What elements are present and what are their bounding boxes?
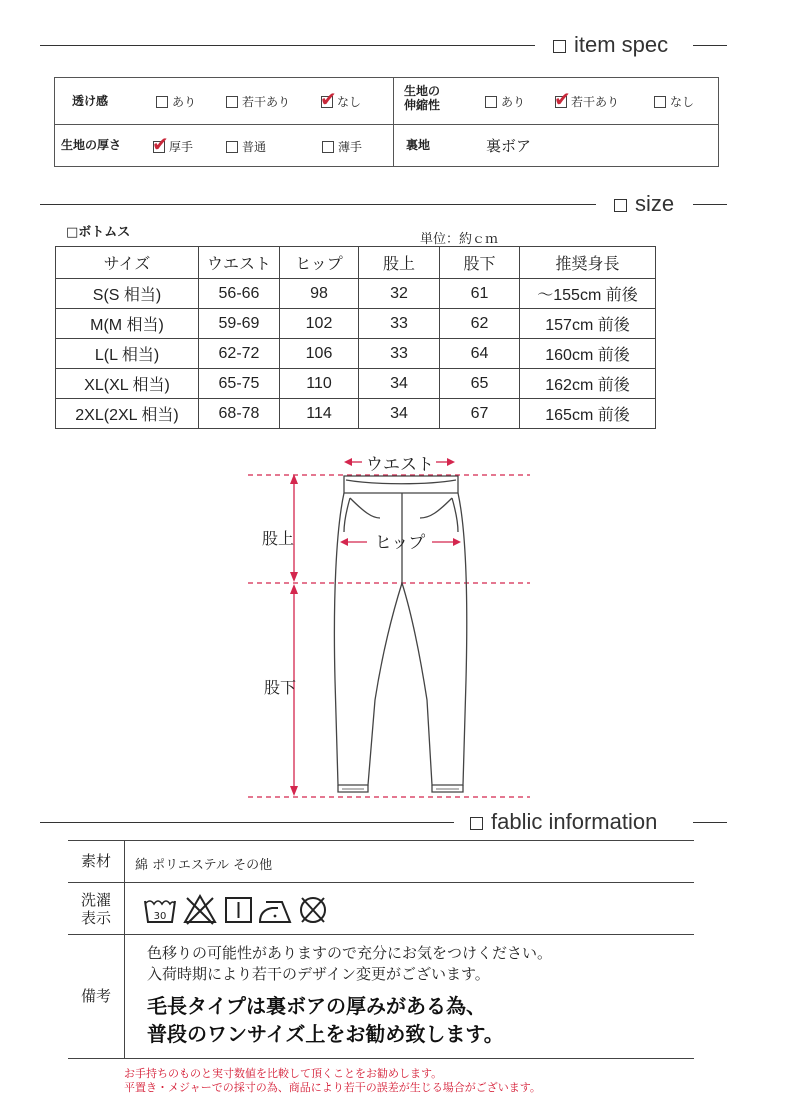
checkbox-icon	[156, 96, 168, 108]
footer-line-1: お手持ちのものと実寸数値を比較して頂くことをお勧めします。	[124, 1067, 443, 1080]
spec-table	[54, 77, 719, 167]
hip-cell: 98	[280, 279, 359, 309]
material-value: 綿 ポリエステル その他	[135, 858, 273, 873]
material-label: 素材	[80, 852, 111, 870]
size-cell: 2XL(2XL 相当)	[56, 399, 199, 429]
hip-cell: 114	[280, 399, 359, 429]
arrow-left-icon	[340, 538, 348, 546]
note-bold-2: 普段のワンサイズ上をお勧め致します。	[147, 1022, 504, 1046]
size-cell: XL(XL 相当)	[56, 369, 199, 399]
no-bleach-icon	[185, 896, 215, 924]
size-unit: 単位：約ｃｍ	[420, 232, 499, 247]
table-row	[56, 339, 656, 369]
transparency-option-none[interactable]: ✔ なし	[320, 86, 362, 111]
checkbox-icon	[226, 96, 238, 108]
waist-cell: 56-66	[199, 279, 280, 309]
header-cell: 股下	[440, 247, 520, 279]
transparency-option-slight[interactable]: 若干あり	[226, 93, 290, 110]
item-spec-title: item spec	[553, 34, 668, 56]
thickness-option-normal[interactable]: 普通	[226, 138, 266, 155]
inseam-cell: 67	[440, 399, 520, 429]
stretch-option-slight[interactable]: ✔ 若干あり	[554, 86, 620, 111]
size-table	[55, 246, 656, 429]
checkbox-icon	[322, 141, 334, 153]
size-title: size	[614, 193, 674, 215]
checkbox-checked-icon: ✔	[554, 86, 571, 111]
header-cell: 推奨身長	[520, 247, 656, 279]
height-cell: 165cm 前後	[520, 399, 656, 429]
tumble-dry-icon	[226, 898, 251, 922]
fabric-rule-left	[40, 822, 454, 823]
size-table-header	[56, 247, 656, 279]
checkbox-icon	[226, 141, 238, 153]
table-row	[56, 309, 656, 339]
arrow-right-icon	[453, 538, 461, 546]
arrow-left-icon	[344, 458, 352, 466]
item-spec-rule-right	[693, 45, 727, 46]
transparency-label: 透け感	[72, 94, 109, 108]
size-cell: S(S 相当)	[56, 279, 199, 309]
arrow-down-icon	[290, 786, 298, 796]
thickness-label: 生地の厚さ	[61, 138, 122, 152]
size-rule-right	[693, 204, 727, 205]
transparency-option-yes[interactable]: あり	[156, 93, 196, 110]
note-line-1: 色移りの可能性がありますので充分にお気をつけください。	[147, 944, 553, 962]
inseam-cell: 64	[440, 339, 520, 369]
height-cell: 162cm 前後	[520, 369, 656, 399]
fabric-rule-right	[693, 822, 727, 823]
height-cell: 157cm 前後	[520, 309, 656, 339]
header-cell: ウエスト	[199, 247, 280, 279]
stretch-label: 生地の 伸縮性	[404, 84, 441, 112]
inseam-cell: 61	[440, 279, 520, 309]
table-row	[56, 399, 656, 429]
size-rule-left	[40, 204, 596, 205]
wash-30-icon	[145, 901, 175, 922]
waist-cell: 65-75	[199, 369, 280, 399]
header-cell: ヒップ	[280, 247, 359, 279]
rise-label: 股上	[261, 529, 295, 548]
item-spec-rule-left	[40, 45, 535, 46]
checkbox-icon	[485, 96, 497, 108]
inseam-cell: 62	[440, 309, 520, 339]
care-icons	[142, 892, 362, 928]
inseam-label: 股下	[263, 678, 297, 697]
table-row	[56, 369, 656, 399]
hip-label: ヒップ	[374, 533, 426, 553]
svg-text:30: 30	[153, 911, 167, 922]
rise-cell: 33	[359, 309, 440, 339]
height-cell: 160cm 前後	[520, 339, 656, 369]
notes-label: 備考	[80, 987, 111, 1005]
lining-value: 裏ボア	[486, 137, 532, 155]
hip-cell: 106	[280, 339, 359, 369]
pants-diagram	[0, 440, 800, 820]
note-line-2: 入荷時期により若干のデザイン変更がございます。	[147, 965, 490, 983]
arrow-up-icon	[290, 584, 298, 594]
stretch-option-none[interactable]: なし	[654, 93, 694, 110]
square-icon	[470, 817, 483, 830]
table-row	[56, 279, 656, 309]
iron-low-icon	[260, 902, 290, 922]
arrow-right-icon	[447, 458, 455, 466]
header-cell: 股上	[359, 247, 440, 279]
thickness-option-thin[interactable]: 薄手	[322, 138, 362, 155]
waist-label: ウエスト	[366, 455, 434, 475]
waist-cell: 68-78	[199, 399, 280, 429]
waist-cell: 59-69	[199, 309, 280, 339]
size-category: □ボトムス	[66, 225, 131, 240]
size-cell: M(M 相当)	[56, 309, 199, 339]
rise-cell: 34	[359, 369, 440, 399]
no-dry-clean-icon	[301, 898, 325, 922]
pants-outline	[334, 476, 466, 792]
square-icon	[553, 40, 566, 53]
checkbox-checked-icon: ✔	[320, 86, 337, 111]
rise-cell: 34	[359, 399, 440, 429]
checkbox-icon	[654, 96, 666, 108]
checkbox-checked-icon: ✔	[152, 131, 169, 156]
waist-cell: 62-72	[199, 339, 280, 369]
rise-cell: 32	[359, 279, 440, 309]
square-icon	[614, 199, 627, 212]
rise-cell: 33	[359, 339, 440, 369]
footer-line-2: 平置き・メジャーでの採寸の為、商品により若干の誤差が生じる場合がございます。	[124, 1081, 541, 1094]
arrow-down-icon	[290, 572, 298, 582]
stretch-option-yes[interactable]: あり	[485, 93, 525, 110]
thickness-option-thick[interactable]: ✔ 厚手	[152, 131, 194, 156]
header-cell: サイズ	[56, 247, 199, 279]
height-cell: ～155cm 前後	[520, 279, 656, 309]
hip-cell: 110	[280, 369, 359, 399]
care-label: 洗濯 表示	[80, 891, 111, 927]
size-cell: L(L 相当)	[56, 339, 199, 369]
inseam-cell: 65	[440, 369, 520, 399]
note-bold-1: 毛長タイプは裏ボアの厚みがある為、	[147, 994, 486, 1018]
lining-label: 裏地	[406, 138, 431, 152]
fabric-title: fablic information	[470, 811, 657, 833]
hip-cell: 102	[280, 309, 359, 339]
